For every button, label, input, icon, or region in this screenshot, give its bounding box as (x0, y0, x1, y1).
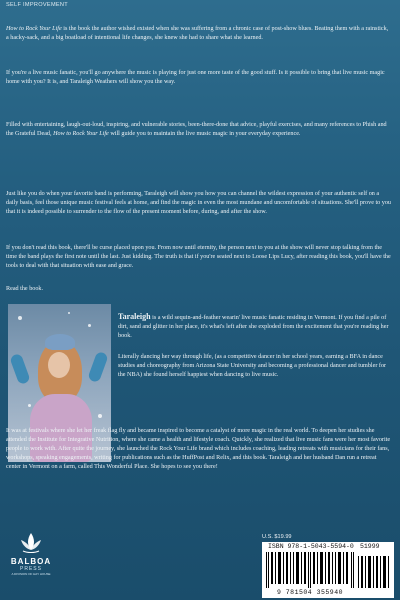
blurb-paragraph-2: If you're a live music fanatic, you'll go anywhere the music is playing for just one more taste of the good stuff. Is it possible to bring that live music magic home with you? It is, and Taraleigh Weathers will show you the way. (6, 70, 385, 86)
blurb-paragraph-3-start: Filled with entertaining, laugh-out-loud, inspiring, and vulnerable stories, been-there-done that advice, playful exercises, and many references to Phish and the Grateful Dead, (6, 122, 387, 138)
author-bio-intro (118, 312, 394, 341)
publisher-name: BALBOA (10, 557, 52, 566)
addon-barcode (358, 552, 390, 588)
book-title: How to Rock Your Life (53, 131, 109, 138)
blurb-intro (6, 25, 392, 43)
blurb-intro-text: is the book the author wished existed when she was suffering from a chronic case of post-show blues. Beating them with a rainstick, a hacky-sack, and a big boatload of intentional life changes, she knew she had to share what she learned. (6, 26, 389, 42)
ean-barcode (266, 552, 354, 588)
blurb-closing: Read the book. (6, 286, 44, 292)
publisher-logo (6, 530, 56, 590)
publisher-tagline: A DIVISION OF HAY HOUSE (11, 572, 51, 576)
lotus-icon (18, 530, 44, 556)
blurb-paragraph-3-end: will guide you to maintain the live music magic in your everyday experience. (108, 131, 301, 138)
book-title: How to Rock Your Life (6, 26, 62, 32)
author-name: Taraleigh (118, 312, 151, 321)
blurb-paragraph-5: If you don't read this book, there'll be curse placed upon you. From now until eternity, the person next to you at the show will never stop talking from the time the band plays the first note until the last. Just kidding. The truth is that if you're seated next to Loose Lips Lucy, after reading this book, you'll have the tools to deal with that situation with ease and grace. (6, 245, 391, 270)
author-bio-text: is a wild sequin-and-feather wearin' live music fanatic residing in Vermont. If you find a pile of dirt, sand and glitter in her place, it's what's left after she exploded from the excitement that you're reading her book. (118, 315, 389, 340)
barcode-box (262, 542, 394, 598)
ean-number: 9 781504 355940 (276, 589, 343, 596)
price-label: U.S. $19.99 (262, 534, 292, 540)
isbn-text: ISBN 978-1-5043-5594-0 (268, 543, 354, 550)
author-bio-paragraph-2: Literally dancing her way through life, (as a competitive dancer in her school years, earning a BFA in dance studies and choreography from Arizona State University and becoming a professional dancer and tumbler for the NBA) she found herself happiest when dancing to live music. (118, 354, 387, 379)
blurb-paragraph-4: Just like you do when your favorite band is performing, Taraleigh will show you how you can channel the wildest expression of your authentic self on a daily basis, feel those unique music festival feels at home, and find the magic in even the most mundane and uncomfortable of situations. She'll prove to you that it is indeed possible to surrender to the flow of the present moment before, during, and after the show. (6, 191, 391, 216)
publisher-sub: PRESS (20, 566, 42, 572)
category-label: SELF IMPROVEMENT (6, 2, 68, 8)
blurb-paragraph-3 (6, 121, 392, 139)
addon-number: 51999 (360, 543, 380, 550)
author-bio-paragraph-3: It was at festivals where she let her freak flag fly and became inspired to become a catalyst of more magic in the real world. To deepen her studies she attended the Institute for Integrative Nutrition, where she came a health and lifestyle coach. Quickly, she realized that live music fans were her most favorite people to work with. After quite the journey, she launched the Rock Your Life brand which includes coaching, leading retreats with musicians for their fans, workshops, speaking engagements, writing for publications such as the HuffPost and Relix, and this book. Taraleigh and her husband Dan run a retreat center in Vermont on a farm, called This Wonderful Place. She hopes to see you there! (6, 428, 391, 471)
